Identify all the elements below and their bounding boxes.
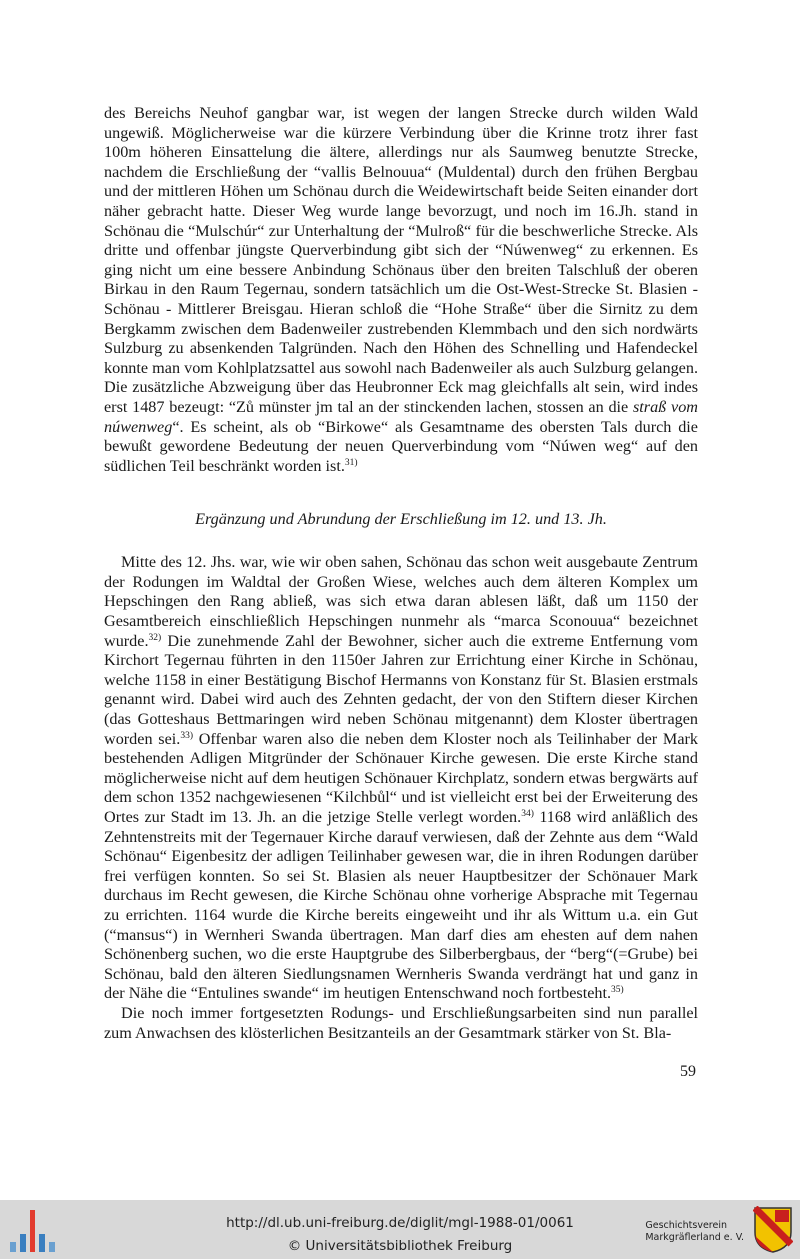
copyright-text: © Universitätsbibliothek Freiburg: [287, 1238, 513, 1254]
page-content: [104, 104, 698, 1043]
footer-bar: [0, 1200, 800, 1259]
footnote-ref-34: 34): [521, 809, 534, 819]
footnote-ref-31: 31): [344, 457, 358, 468]
paragraph-1-text-b: “. Es scheint, als ob “Birkowe“ als Gesamtname des obersten Tals durch die bewußt gewordene Bedeutung der neuen Querverbindung vom “Núwen weg“ auf den südlichen Teil beschränkt worden ist.: [104, 417, 698, 475]
footnote-ref-35: 35): [611, 985, 624, 996]
society-line-1: Geschichtsverein: [645, 1220, 727, 1231]
society-line-2: Markgräflerland e. V.: [645, 1232, 744, 1243]
paragraph-2-text-b: Die zunehmende Zahl der Bewohner, sicher auch die extreme Entfernung vom Kirchort Tegernau führten in den 1150er Jahren zur Errichtung einer Kirche in Schönau, welche 1158 in einer Bestätigung Bischof Hermanns von Konstanz für St. Blasien erstmals genannt wird. Dabei wird auch des Zehnten gedacht, der von den Stiftern dieser Kirchen (das Gotteshaus Bettmaringen wird neben Schönau mitgenannt) dem Kloster übertragen worden sei.: [104, 631, 698, 748]
paragraph-2-text-a: Mitte des 12. Jhs. war, wie wir oben sahen, Schönau das schon weit ausgebaute Zentrum der Rodungen im Waldtal der Großen Wiese, welches auch dem älteren Komplex um Hepschingen den Rang abließ, was sich etwa daran ablesen läßt, daß um 1150 der Gesamtbereich einschließlich Hepschingen nunmehr als “marca Sconouua“ bezeichnet wurde.: [104, 553, 698, 650]
body-text: [104, 104, 698, 1043]
paragraph-3: Die noch immer fortgesetzten Rodungs- und Erschließungsarbeiten sind nun parallel zum Anwachsen des klösterlichen Besitzanteils an der Gesamtmark stärker von St. Bla-: [104, 1003, 698, 1042]
paragraph-1-text: des Bereichs Neuhof gangbar war, ist wegen der langen Strecke durch wilden Wald ungewiß. Möglicherweise war die kürzere Verbindung über die Krinne trotz ihrer fast 100m höheren Einsattelung die ältere, allerdings nur als Saumweg benutzte Strecke, nachdem die Erschließung der “vallis Belnouua“ (Muldental) durch den frühen Bergbau und der mittleren Höhen um Schönau durch die Weidewirtschaft beide Seiten einander dort näher gebracht hatte. Dieser Weg wurde lange bevorzugt, und noch im 16.Jh. stand in Schönau die “Mulschúr“ zur Unterhaltung der “Mulroß“ für die beschwerliche Strecke. Als dritte und offenbar jüngste Querverbindung gibt sich der “Núwenweg“ zu erkennen. Es ging nicht um eine bessere Anbindung Schönaus über den breiten Talschluß der oberen Birkau in den Raum Tegernau, sondern tatsächlich um die Ost-West-Strecke St. Blasien - Schönau - Mittlerer Breisgau. Hieran schloß die “Hohe Straße“ über die Sirnitz zu dem Bergkamm zwischen dem Badenweiler zustrebenden Klemmbach und den sich nordwärts Sulzburg zu absenkenden Talgründen. Nach den Höhen des Schnelling und Hafendeckel konnte man vom Kohlplatzsattel aus sowohl nach Badenweiler als auch Sulzburg gelangen. Die zusätzliche Abzweigung über das Heubronner Eck mag gleichfalls alt sein, wird indes erst 1487 bezeugt: “Zů münster jm tal an der stinckenden lachen, stossen an die: [104, 104, 698, 416]
coat-of-arms-icon: [753, 1206, 793, 1254]
paragraph-2-text-c: Offenbar waren also die neben dem Kloster noch als Teilinhaber der Mark bestehenden Adligen Mitgründer der Schönauer Kirche gewesen. Die erste Kirche stand möglicherweise nicht auf dem heutigen Schönauer Kirchplatz, sondern etwas bergwärts auf dem schon 1352 nachgewiesenen “Kilchbůl“ und ist vielleicht erst bei der Erweiterung des Ortes zur Stadt im 13. Jh. an die jetzige Stelle verlegt worden.: [104, 729, 698, 826]
quote-italic: straß vom núwenweg: [104, 397, 698, 436]
paragraph-2: [104, 553, 698, 1004]
paragraph-2-text-d: 1168 wird anläßlich des Zehntenstreits mit der Tegernauer Kirche darauf verwiesen, daß der Zehnte aus dem “Wald Schönau“ Eigenbesitz der adligen Teilinhaber gewesen war, die in ihren Rodungen darüber frei verfügen konnten. So sei St. Blasien als neuer Hauptbesitzer der Schönauer Mark durchaus im Recht gewesen, die Kirche Schönau ohne vorherige Absprache mit Tegernau zu errichten. 1164 wurde die Kirche bereits eingeweiht und ihr als Wittum u.a. ein Gut (“mansus“) in Wernheri Swanda übertragen. Man darf dies am ehesten auf dem nahen Schönenberg suchen, wo die erste Hauptgrube des Silberbergbaus, der “berg“(=Grube) bei Schönau, bald den älteren Siedlungsnamen Wernheris Swanda verdrängt hat und ganz in der Nähe die “Entulines swande“ im heutigen Entenschwand noch fortbesteht.: [104, 808, 698, 1003]
society-name: [645, 1220, 744, 1244]
page-number: 59: [680, 1063, 696, 1080]
source-url-link[interactable]: http://dl.ub.uni-freiburg.de/diglit/mgl-1988-01/0061: [226, 1215, 574, 1231]
footnote-ref-33: 33): [180, 730, 193, 741]
section-heading: Ergänzung und Abrundung der Erschließung im 12. und 13. Jh.: [195, 510, 607, 529]
footnote-ref-32: 32): [148, 632, 162, 643]
paragraph-1: [104, 104, 698, 476]
